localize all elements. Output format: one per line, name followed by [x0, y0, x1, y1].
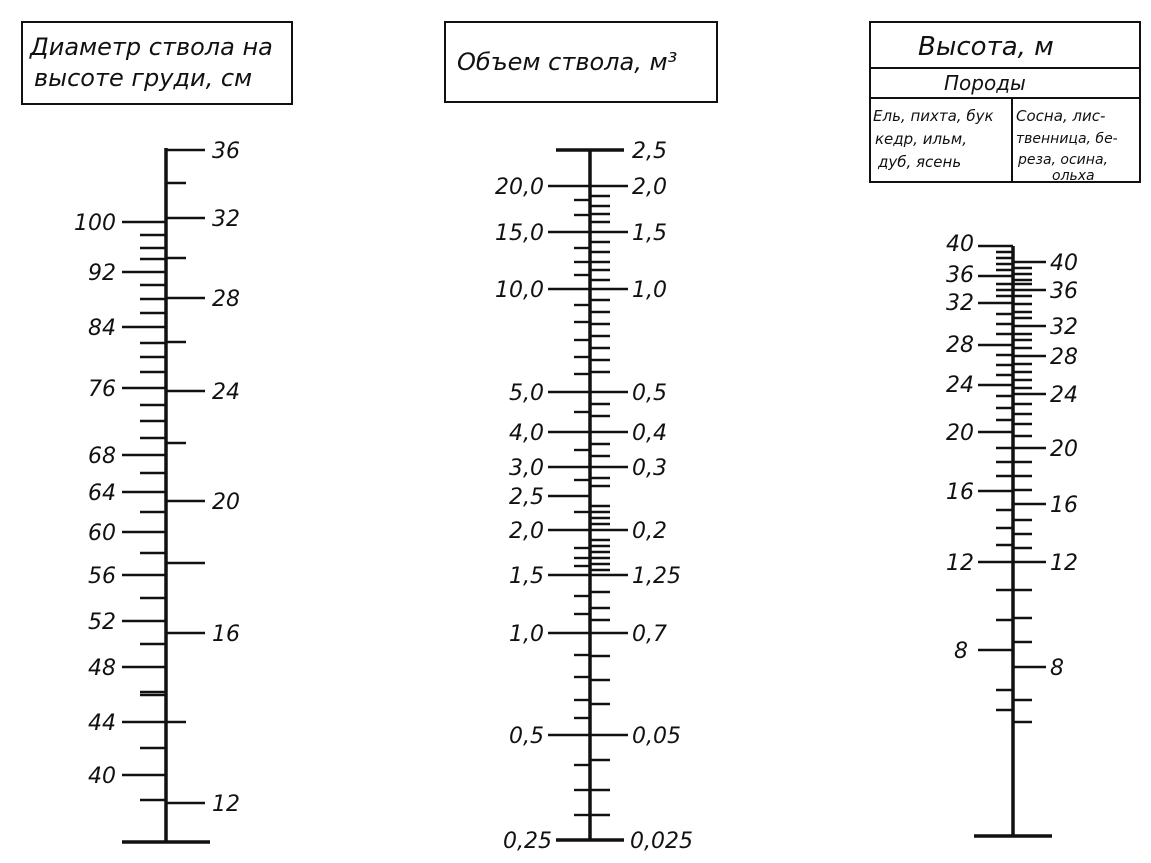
diameter-scale — [74, 139, 240, 842]
height-label-r-12: 12 — [1050, 551, 1078, 576]
volume-label-r-2-5: 2,5 — [632, 139, 667, 164]
volume-label-2-0: 2,0 — [509, 519, 544, 544]
height-label-r-36: 36 — [1050, 279, 1078, 304]
volume-label-r-0-3: 0,3 — [632, 456, 667, 481]
volume-label-r-2-0: 2,0 — [632, 175, 667, 200]
volume-label-r-0-7: 0,7 — [632, 622, 667, 647]
diameter-label-16: 16 — [212, 622, 240, 647]
diameter-label-84: 84 — [88, 316, 116, 341]
height-label-r-24: 24 — [1050, 383, 1078, 408]
diameter-label-48: 48 — [88, 656, 116, 681]
volume-scale — [495, 139, 693, 854]
volume-label-15-0: 15,0 — [495, 221, 544, 246]
diameter-label-40: 40 — [88, 764, 116, 789]
diameter-label-12: 12 — [212, 792, 240, 817]
height-label-l-40: 40 — [946, 232, 974, 257]
volume-label-2-5: 2,5 — [509, 485, 544, 510]
diameter-label-56: 56 — [88, 564, 116, 589]
volume-label-r-1-25: 1,25 — [632, 564, 681, 589]
volume-label-1-0: 1,0 — [509, 622, 544, 647]
diameter-label-36: 36 — [212, 139, 240, 164]
diameter-label-76: 76 — [88, 377, 116, 402]
height-label-r-8: 8 — [1050, 656, 1064, 681]
volume-header-text: Объем ствола, м³ — [457, 48, 678, 76]
species-right-line-1: Сосна, лис- — [1016, 107, 1106, 125]
height-header-title: Высота, м — [918, 32, 1054, 62]
volume-label-20-0: 20,0 — [495, 175, 544, 200]
height-label-l-24: 24 — [946, 373, 974, 398]
height-scale — [946, 232, 1078, 836]
height-label-l-20: 20 — [946, 421, 974, 446]
volume-label-r-1-5: 1,5 — [632, 221, 667, 246]
species-right-line-2: твенница, бе- — [1016, 131, 1118, 147]
height-label-r-20: 20 — [1050, 437, 1078, 462]
volume-label-4-0: 4,0 — [509, 421, 544, 446]
species-left-line-2: кедр, ильм, — [875, 130, 967, 148]
diameter-label-100: 100 — [74, 211, 116, 236]
diameter-label-32: 32 — [212, 207, 240, 232]
volume-label-r-1-0: 1,0 — [632, 278, 667, 303]
volume-label-1-5: 1,5 — [509, 564, 544, 589]
species-left-line-1: Ель, пихта, бук — [873, 107, 994, 125]
volume-label-5-0: 5,0 — [509, 381, 544, 406]
height-label-r-32: 32 — [1050, 315, 1078, 340]
species-right-line-3: реза, осина, — [1018, 152, 1108, 168]
height-label-l-16: 16 — [946, 480, 974, 505]
volume-label-r-0-2: 0,2 — [632, 519, 667, 544]
species-left-line-3: дуб, ясень — [878, 153, 962, 171]
height-label-r-16: 16 — [1050, 493, 1078, 518]
height-header — [870, 22, 1140, 184]
diameter-label-64: 64 — [88, 481, 116, 506]
volume-label-10-0: 10,0 — [495, 278, 544, 303]
diameter-label-28: 28 — [212, 287, 240, 312]
diameter-label-92: 92 — [88, 261, 116, 286]
height-label-l-12: 12 — [946, 551, 974, 576]
species-right-line-4: ольха — [1052, 168, 1095, 184]
diameter-label-68: 68 — [88, 444, 116, 469]
volume-label-r-0-025: 0,025 — [630, 829, 693, 854]
volume-label-r-0-5: 0,5 — [632, 381, 667, 406]
volume-label-r-0-4: 0,4 — [632, 421, 667, 446]
height-label-l-36: 36 — [946, 263, 974, 288]
height-label-l-8: 8 — [954, 639, 968, 664]
height-label-r-40: 40 — [1050, 251, 1078, 276]
height-label-r-28: 28 — [1050, 345, 1078, 370]
diameter-label-52: 52 — [88, 610, 116, 635]
species-header-title: Породы — [944, 71, 1026, 95]
diameter-label-44: 44 — [88, 711, 116, 736]
volume-label-r-0-05: 0,05 — [632, 724, 681, 749]
height-label-l-32: 32 — [946, 291, 974, 316]
diameter-header-line-2: высоте груди, см — [34, 64, 253, 92]
height-label-l-28: 28 — [946, 333, 974, 358]
volume-label-0-25: 0,25 — [503, 829, 552, 854]
diameter-header — [22, 22, 292, 104]
volume-label-3-0: 3,0 — [509, 456, 544, 481]
diameter-label-20: 20 — [212, 490, 240, 515]
diameter-label-60: 60 — [88, 521, 116, 546]
diameter-label-24: 24 — [212, 380, 240, 405]
volume-label-0-5: 0,5 — [509, 724, 544, 749]
volume-header — [445, 22, 717, 102]
diameter-header-line-1: Диаметр ствола на — [30, 33, 273, 61]
